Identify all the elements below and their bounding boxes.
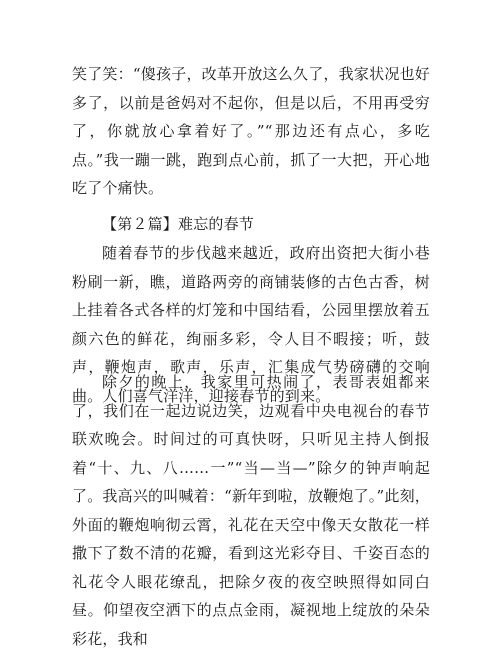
- body-paragraph-2: 除夕的晚上，我家里可热闹了，表哥表姐都来了，我们在一起边说边笑，边观看中央电视台的春节联欢晚会。时间过的可真快呀，只听见主持人倒报着“十、九、八……一”“当—当—”除夕的钟声响起了。我高兴的叫喊着：“新年到啦，放鞭炮了。”此刻，外面的鞭炮响彻云霄，礼花在天空中像天女散花一样撒下了数不清的花瓣，看到这光彩夺目、千姿百态的礼花令人眼花缭乱，把除夕夜的夜空映照得如同白昼。仰望夜空洒下的点点金雨，凝视地上绽放的朵朵彩花，我和: [72, 373, 430, 648]
- section-title: 【第２篇】难忘的春节: [102, 215, 255, 233]
- body-paragraph-1: 随着春节的步伐越来越近，政府出资把大街小巷粉刷一新，瞧，道路两旁的商铺装修的古色古香，树上挂着各式各样的灯笼和中国结看，公园里摆放着五颜六色的鲜花，绚丽多彩，令人目不暇接；听，鼓声，鞭炮声，歌声，乐声，汇集成气势磅礴的交响曲。人们喜气洋洋，迎接春节的到来。: [72, 244, 430, 405]
- intro-paragraph: 笑了笑：“傻孩子，改革开放这么久了，我家状况也好多了，以前是爸妈对不起你，但是以后，不用再受穷了，你就放心拿着好了。”“那边还有点心，多吃点。”我一蹦一跳，跑到点心前，抓了一大把，开心地吃了个痛快。: [72, 65, 430, 197]
